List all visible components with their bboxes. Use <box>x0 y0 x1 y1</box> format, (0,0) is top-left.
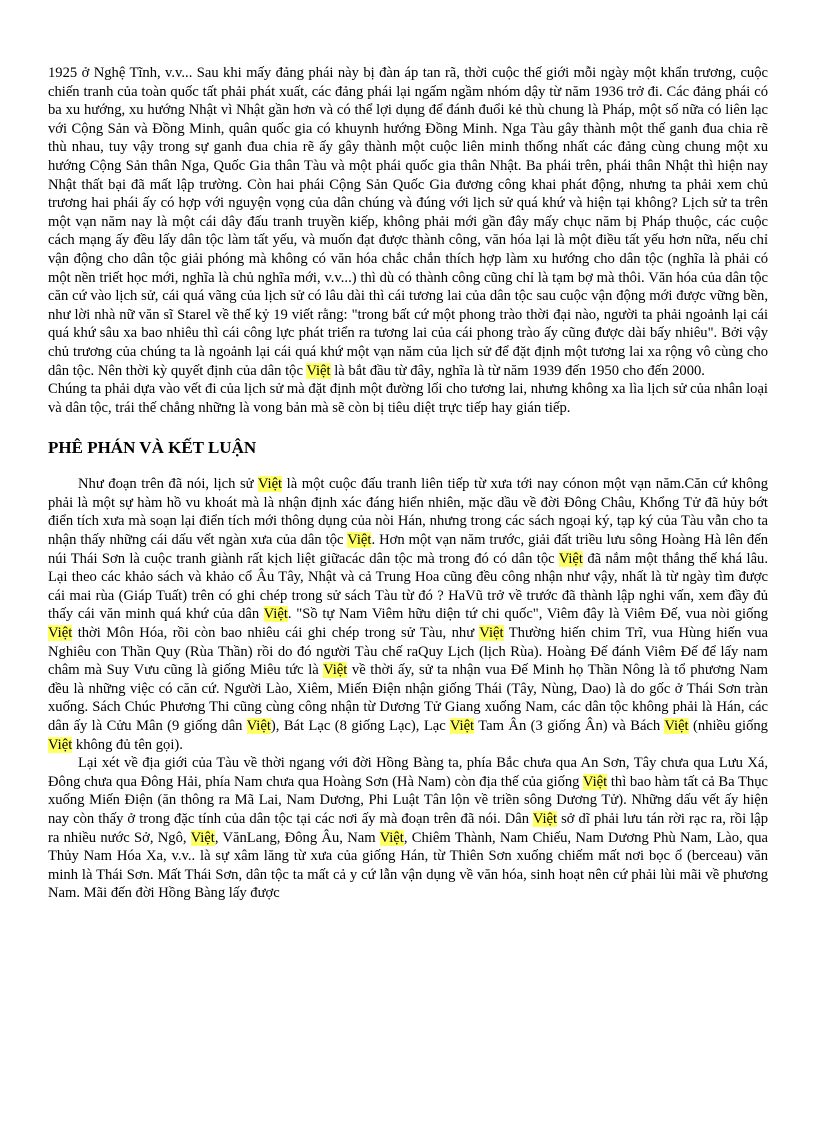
highlight-viet: Việt <box>190 829 215 846</box>
intro-paragraph: 1925 ở Nghệ Tĩnh, v.v... Sau khi mấy đảng phái này bị đàn áp tan rã, thời cuộc thế giới mỗi ngày một khẩn trương, cuộc chiến tranh của toàn quốc tất phải phát xuất, các đảng phái lại ngấm ngầm nhóm dậy từ năm 1936 trở đi. Các đảng phái có ba xu hướng, xu hướng Nhật vì Nhật gần hơn và có thể lợi dụng để đánh đuổi kẻ thù chung là Pháp, một số nữa có liên lạc với Cộng Sản và Đồng Minh, quân quốc gia có khuynh hướng Đồng Minh. Nga Tàu gây thành một thế ganh đua chia rẽ thù nhau, tuy vậy trong sự ganh đua chia rẽ ấy gây thành một cuộc liên minh thống nhất các đảng cùng chung một xu hướng Cộng Sản thân Nga, Quốc Gia thân Tàu và một phái quốc gia thân Nhật. Ba phái trên, phái thân Nhật thì hiện nay Nhật thất bại đã mất lập trường. Còn hai phái Cộng Sản Quốc Gia đương công khai phát động, nhưng ta phải xem chủ trương hai phái ấy có hợp với nguyện vọng của dân chúng và đúng với lịch sử quá khứ và hiện tại không? Lịch sử ta trên một vạn năm nay là một cái dây đấu tranh truyền kiếp, không phải mới gần đây mấy chục năm bị Pháp thuộc, các cuộc cách mạng ấy đều lấy dân tộc làm tất yếu, và muốn đạt được thành công, văn hóa lại là một điều tất yếu hơn nữa, nếu chỉ vận động cho dân tộc giải phóng mà không có văn hóa chắc chắn thích hợp làm xu hướng cho dân tộc (nghĩa là phải có một nền triết học mới, nghĩa là chủ nghĩa mới, v.v...) thì dù có thành công cũng chỉ là tạm bợ mà thôi. Văn hóa của dân tộc căn cứ vào lịch sử, cái quá vãng của lịch sử có lâu dài thì cái tương lai của dân tộc sau cuộc vận động mới được vững bền, như lời nhà nữ văn sĩ Starel về thế kỷ 19 viết rằng: "trong bất cứ một phong trào thời đại nào, người ta phải ngoảnh lại cái quá khứ sâu xa bao nhiêu thì cái công lực phát triển ra tương lai của cái phong trào ấy cũng được dài bấy nhiêu". Bởi vậy chủ trương của chúng ta là ngoảnh lại cái quá khứ một vạn năm của lịch sử để đặt định một tương lai xa rộng vô cùng cho dân tộc. Nên thời kỳ quyết định của dân tộc Việt là bắt đầu từ đây, nghĩa là từ năm 1939 đến 1950 cho đến 2000. <box>48 65 768 379</box>
highlight-viet: Việt <box>449 718 475 734</box>
highlight-viet: Việt <box>48 736 73 753</box>
highlight-viet: Việt <box>479 625 504 642</box>
highlight-viet: Việt <box>257 476 283 493</box>
highlight-viet: Việt <box>532 810 558 827</box>
body-paragraph-1: Như đoạn trên đã nói, lịch sử Việt là một cuộc đấu tranh liên tiếp từ xưa tới nay cónon một vạn năm.Căn cứ không phải là một sự hàm hồ vu khoát mà là nhận định xác đáng hiển nhiên, mặc dầu về đời Đông Châu, Khổng Tử đã hủy bớt điển tích xưa mà soạn lại điển tích mới thông dụng của nòi Hán, nhưng trong các sách ngoại ký, tạp ký của Tàu vẫn cho ta nhận thấy những cái dấu vết ngàn xưa của dân tộc Việt. Hơn một vạn năm trước, giải đất triều lưu sông Hoàng Hà lên đến núi Thái Sơn là cuộc tranh giành rất kịch liệt giữacác dân tộc mà trong đó có dân tộc Việt đã nắm một thắng thế khá lâu. Lại theo các khảo sách và khảo cổ Âu Tây, Nhật và cả Trung Hoa cũng đều công nhận như vậy, nhất là từ ngày tìm được cái mai rùa (Giáp Tuất) trên có ghi chép trong sử sách Tàu từ đó ? HaVũ trở về trước đã thành lập nghi vấn, xem đầy đủ thấy cái văn minh quá khứ của dân Việt. "Sồ tự Nam Viêm hữu diện tứ chi quốc", Viêm đây là Viêm Đế, vua nòi giống Việt thời Môn Hóa, rồi còn bao nhiêu cái ghi chép trong sử Tàu, như Việt Thường hiến chim Trĩ, vua Hùng hiến vua Nghiêu con Thần Quy (Rùa Thần) rồi do đó người Tàu chế raQuy Lịch (lịch Rùa). Hoàng Đế đánh Viêm Đế để lấy nam châm mà Suy Vưu cũng là giống Miêu tức là Việt về thời ấy, sử ta nhận vua Đế Minh họ Thần Nông là tổ phương Nam đều là những việc có căn cứ. Người Lào, Xiêm, Miến Điện nhận giống Thái (Tây, Nùng, Dao) là do gốc ở Thái Sơn tràn xuống. Sách Chúc Phương Thi cũng cùng công nhận từ Dương Tử Giang xuống Nam, các dân tộc không phải là Hán, các dân ấy là Cửu Mân (9 giống dân Việt), Bát Lạc (8 giống Lạc), Lạc Việt Tam Ân (3 giống Ân) và Bách Việt (nhiều giống Việt không đủ tên gọi). <box>48 476 768 753</box>
highlight-viet: Việt <box>323 662 348 679</box>
highlight-viet: Việt <box>347 532 372 549</box>
intro-paragraph-2: Chúng ta phải dựa vào vết đi của lịch sử mà đặt định một đường lối cho tương lai, nhưng không xa lìa lịch sử của nhân loại và dân tộc, trái thế chẳng những là vong bản mà sẽ còn bị tiêu diệt trực tiếp hay gián tiếp. <box>48 381 768 416</box>
highlight-viet: Việt <box>379 829 404 846</box>
highlight-viet: Việt <box>263 606 288 623</box>
highlight-viet: Việt <box>582 773 608 790</box>
highlight-viet: Việt <box>246 718 271 734</box>
body-paragraph-2: Lại xét về địa giới của Tàu về thời ngang với đời Hồng Bàng ta, phía Bắc chưa qua An Sơn, Tây chưa qua Lưu Xá, Đông chưa qua Đông Hải, phía Nam chưa qua Hoàng Sơn (Hà Nam) còn địa thế của giống Việt thì bao hàm tất cả Ba Thục xuống Miến Điện (ăn thông ra Mã Lai, Nam Dương, Phi Luật Tân lộn về triền sông Dương Tử). Những dấu vết ấy hiện nay còn thấy ở trong đặc tính của dân tộc tại các nơi ấy mà đoạn trên đã nói. Dân Việt sở dĩ phải lưu tán rời rạc ra, rồi lập ra nhiều nước Sở, Ngô, Việt, VănLang, Đông Âu, Nam Việt, Chiêm Thành, Nam Chiếu, Nam Dương Phù Nam, Lào, qua Thủy Nam Hóa Xa, v.v.. là sự xâm lăng từ xưa của giống Hán, từ Thiên Sơn xuống chiếm mất nơi bọc ổ (berceau) văn minh là Thái Sơn. Mất Thái Sơn, dân tộc ta mất cả y cứ lẫn vận dụng về văn hóa, sinh hoạt nên cứ phải lùi mãi về phương Nam. Mãi đến đời Hồng Bàng lấy được <box>48 755 769 902</box>
highlight-viet: Việt <box>558 550 583 567</box>
document-page <box>48 64 768 903</box>
highlight-viet: Việt <box>306 362 331 379</box>
highlight-viet: Việt <box>48 625 73 642</box>
section-heading: PHÊ PHÁN VÀ KẾT LUẬN <box>48 438 257 458</box>
highlight-viet: Việt <box>664 718 689 734</box>
